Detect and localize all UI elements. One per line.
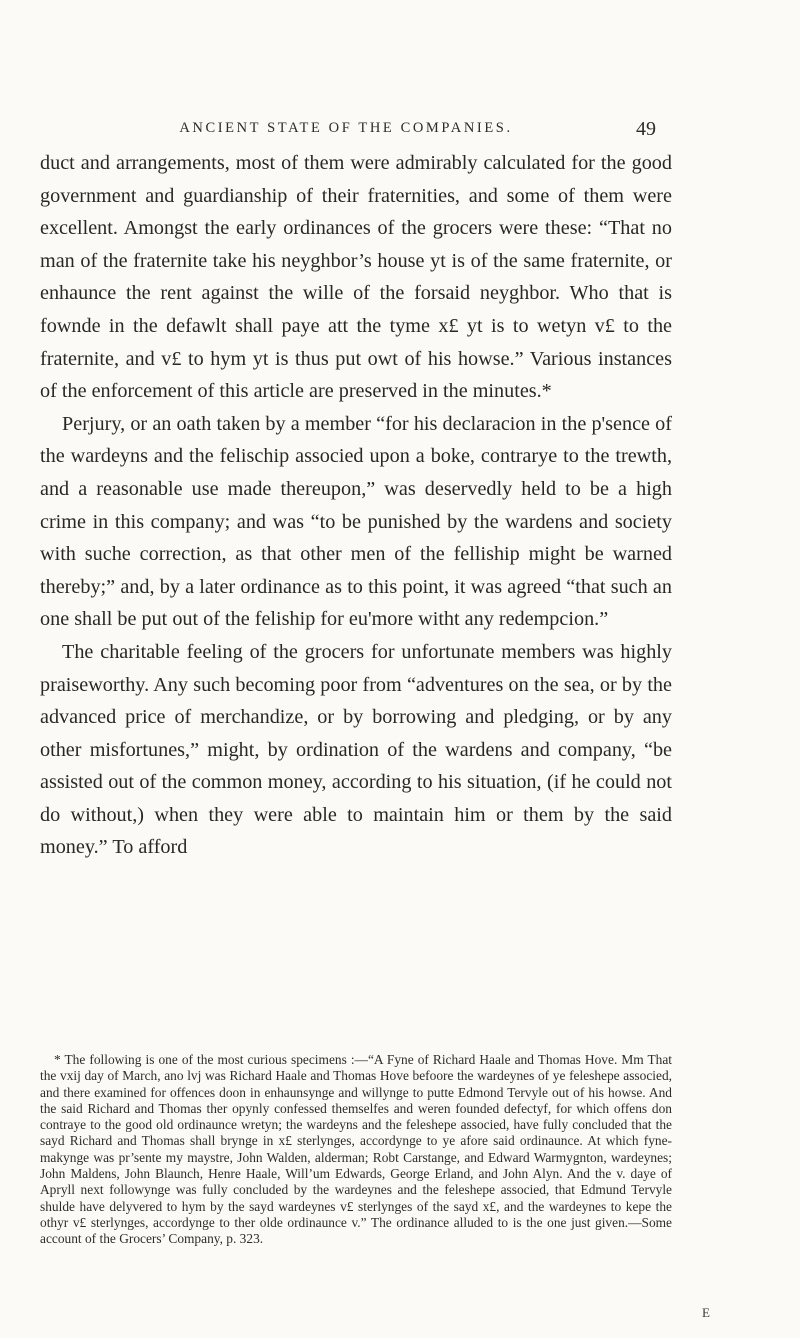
page-number: 49: [636, 118, 656, 140]
paragraph-continued: duct and arrangements, most of them were admirably calculated for the good government and guardianship of their fraternities, and some of them were excellent. Amongst the early ordinances of the grocers were these: “That no man of the fraternite take his neyghbor’s house yt is of the same fraternite, or enhaunce the rent against the wille of the forsaid neyghbor. Who that is fownde in the defawlt shall paye att the tyme x£ yt is to wetyn v£ to the fraternite, and v£ to hym yt is thus put owt of his howse.” Various instances of the enforcement of this article are preserved in the minutes.*: [40, 152, 672, 403]
footnote: * The following is one of the most curious specimens :—“A Fyne of Richard Haale and Thomas Hove. Mm That the vxij day of March, ano lvj was Richard Haale and Thomas Hove befoore the wardeynes of ye feleshepe associed, and there examined for offences doon in enhaunsynge and willynge to putte Edmond Tervyle out of his howse. And the said Richard and Thomas ther opynly confessed themselfes and weren founded defectyf, for which offens don contraye to the good old ordinaunce wretyn; the wardeyns and the feleshepe associed, have fully concluded that the sayd Richard and Thomas shall brynge in x£ sterlynges, accordynge to ye afore said ordinaunce. At which fyne-makynge was pr’sente my maystre, John Walden, alderman; Robt Carstange, and Edward Warmygnton, wardeynes; John Maldens, John Blaunch, Henre Haale, Will’um Edwards, George Erland, and John Alyn. And the v. daye of Apryll next followynge was fully concluded by the wardeynes and the feleshepe associed, that Edmund Tervyle shulde have delyvered to hym by the sayd wardeynes v£ sterlynges of the sayd x£, and the wardeynes to kepe the othyr v£ sterlynges, accordynge to ther olde ordinaunce v.” The ordinance alluded to is the one just given.—Some account of the Grocers’ Company, p. 323.: [40, 1052, 672, 1247]
signature-mark: E: [702, 1305, 710, 1320]
page-header: [112, 92, 660, 140]
running-title: ANCIENT STATE OF THE COMPANIES.: [179, 120, 513, 136]
paragraph-charity: The charitable feeling of the grocers for unfortunate members was highly praiseworthy. Any such becoming poor from “adventures on the sea, or by the advanced price of merchandize, or by borrowing and pledging, or by any other misfortunes,” might, by ordination of the wardens and company, “be assisted out of the common money, according to his situation, (if he could not do without,) when they were able to maintain him or them by the said money.” To afford: [40, 640, 672, 859]
paragraph-perjury: Perjury, or an oath taken by a member “for his declaracion in the p'sence of the wardeyns and the felischip associed upon a boke, contrarye to the trewth, and a reasonable use made thereupon,” was deservedly held to be a high crime in this company; and was “to be punished by the wardens and society with suche correction, as that other men of the felliship might be warned thereby;” and, by a later ordinance as to this point, it was agreed “that such an one shall be put out of the feliship for eu'more witht any redempcion.”: [40, 412, 672, 631]
main-text: [40, 147, 672, 864]
